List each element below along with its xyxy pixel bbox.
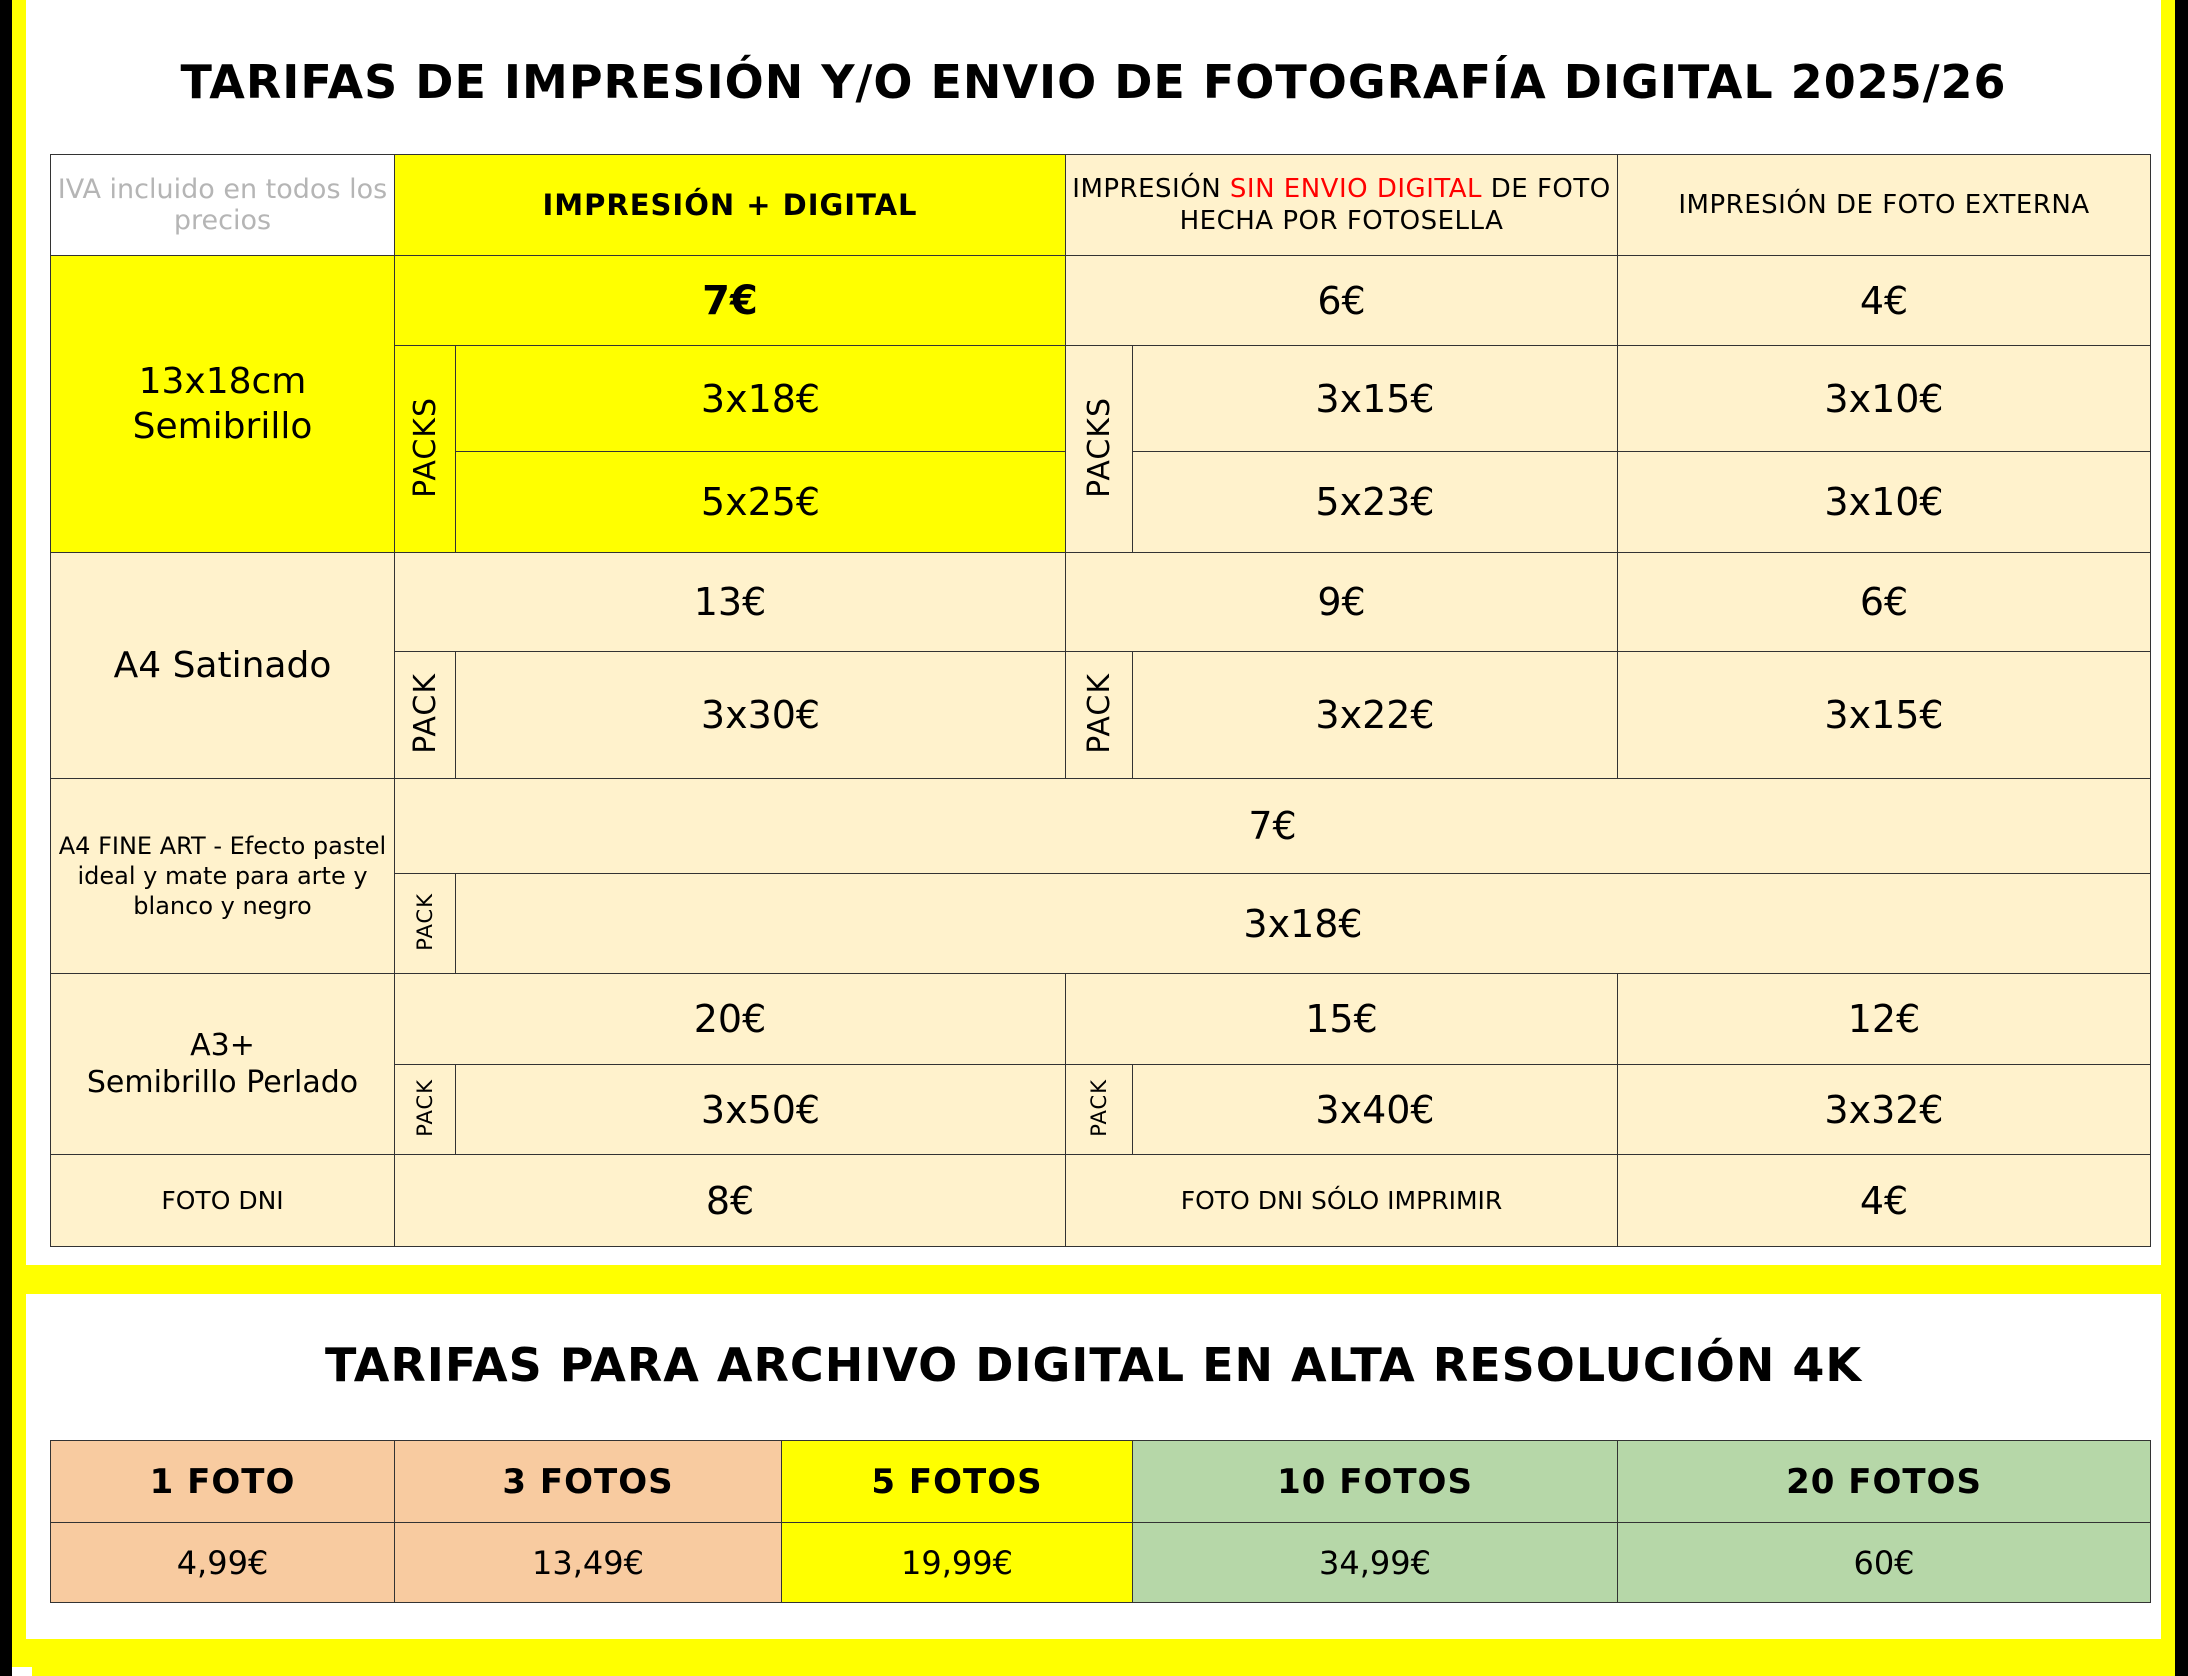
packs-label-no-digital: PACKS: [1066, 346, 1133, 553]
digital-header-5: 5 FOTOS: [782, 1441, 1133, 1523]
bottom-edge-strip: [12, 1667, 32, 1676]
size-label-13x18: 13x18cm Semibrillo: [51, 256, 395, 553]
price-13x18-print-digital: 7€: [395, 256, 1066, 346]
table-row: [51, 256, 2151, 346]
digital-header-1: 1 FOTO: [51, 1441, 395, 1523]
price-a3-external: 12€: [1618, 974, 2151, 1065]
price-a3-no-digital: 15€: [1066, 974, 1618, 1065]
pack2-13x18-external: 3x10€: [1618, 452, 2151, 553]
table-row: [51, 553, 2151, 652]
pack-a4-no-digital: 3x22€: [1133, 652, 1618, 779]
pack-fine-art: 3x18€: [456, 874, 2151, 974]
size-label-a4: A4 Satinado: [51, 553, 395, 779]
digital-header-row: [51, 1441, 2151, 1523]
pack-a3-print-digital: 3x50€: [456, 1065, 1066, 1155]
table-row: [51, 779, 2151, 874]
digital-price-5: 19,99€: [782, 1523, 1133, 1603]
digital-header-10: 10 FOTOS: [1133, 1441, 1618, 1523]
pack-a4-external: 3x15€: [1618, 652, 2151, 779]
digital-header-20: 20 FOTOS: [1618, 1441, 2151, 1523]
pack1-13x18-print-digital: 3x18€: [456, 346, 1066, 452]
digital-header-3: 3 FOTOS: [395, 1441, 782, 1523]
price-dni: 8€: [395, 1155, 1066, 1247]
pack-a4-print-digital: 3x30€: [456, 652, 1066, 779]
price-fine-art: 7€: [395, 779, 2151, 874]
digital-rates-table: [50, 1440, 2151, 1603]
packs-label-print-digital: PACKS: [395, 346, 456, 553]
pack-label-a4-print-digital: PACK: [395, 652, 456, 779]
price-dni-print-only: 4€: [1618, 1155, 2151, 1247]
dni-print-only-label: FOTO DNI SÓLO IMPRIMIR: [1066, 1155, 1618, 1247]
digital-price-1: 4,99€: [51, 1523, 395, 1603]
col-header-no-digital: IMPRESIÓN SIN ENVIO DIGITAL DE FOTO HECHA POR FOTOSELLA: [1066, 155, 1618, 256]
digital-price-row: [51, 1523, 2151, 1603]
price-13x18-external: 4€: [1618, 256, 2151, 346]
table-row: [51, 1155, 2151, 1247]
table-header-row: [51, 155, 2151, 256]
digital-price-20: 60€: [1618, 1523, 2151, 1603]
pack-a3-no-digital: 3x40€: [1133, 1065, 1618, 1155]
price-a4-no-digital: 9€: [1066, 553, 1618, 652]
pack-label-a3-no-digital: PACK: [1066, 1065, 1133, 1155]
digital-price-3: 13,49€: [395, 1523, 782, 1603]
size-label-a3: A3+ Semibrillo Perlado: [51, 974, 395, 1155]
pack-label-fine-art: PACK: [395, 874, 456, 974]
no-digital-highlight: SIN ENVIO DIGITAL: [1229, 173, 1482, 204]
pack1-13x18-no-digital: 3x15€: [1133, 346, 1618, 452]
col-header-external: IMPRESIÓN DE FOTO EXTERNA: [1618, 155, 2151, 256]
iva-note: IVA incluido en todos los precios: [51, 155, 395, 256]
price-a4-external: 6€: [1618, 553, 2151, 652]
pack-a3-external: 3x32€: [1618, 1065, 2151, 1155]
pack2-13x18-print-digital: 5x25€: [456, 452, 1066, 553]
digital-price-10: 34,99€: [1133, 1523, 1618, 1603]
price-13x18-no-digital: 6€: [1066, 256, 1618, 346]
pack-label-a4-no-digital: PACK: [1066, 652, 1133, 779]
col-header-print-digital: IMPRESIÓN + DIGITAL: [395, 155, 1066, 256]
table-row: [51, 974, 2151, 1065]
pack1-13x18-external: 3x10€: [1618, 346, 2151, 452]
print-rates-title: TARIFAS DE IMPRESIÓN Y/O ENVIO DE FOTOGRAFÍA DIGITAL 2025/26: [180, 55, 2007, 109]
size-label-fine-art: A4 FINE ART - Efecto pastel ideal y mate para arte y blanco y negro: [51, 779, 395, 974]
print-rates-table: [50, 154, 2151, 1247]
size-label-dni: FOTO DNI: [51, 1155, 395, 1247]
digital-rates-title: TARIFAS PARA ARCHIVO DIGITAL EN ALTA RESOLUCIÓN 4K: [324, 1338, 1863, 1392]
price-a4-print-digital: 13€: [395, 553, 1066, 652]
pack-label-a3-print-digital: PACK: [395, 1065, 456, 1155]
price-a3-print-digital: 20€: [395, 974, 1066, 1065]
pack2-13x18-no-digital: 5x23€: [1133, 452, 1618, 553]
